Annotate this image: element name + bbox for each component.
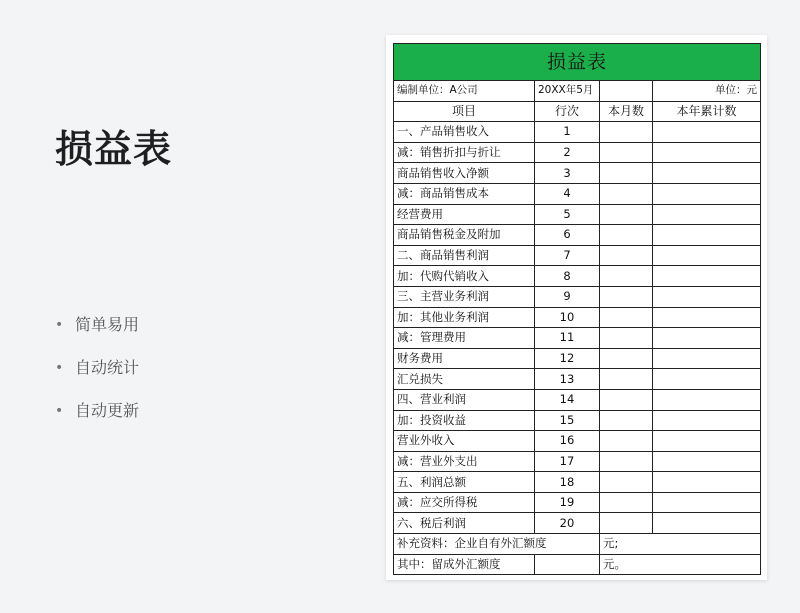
ytd-cell[interactable] bbox=[653, 410, 761, 431]
month-cell[interactable] bbox=[600, 472, 653, 493]
table-row bbox=[394, 513, 761, 534]
item-cell[interactable]: 一、产品销售收入 bbox=[394, 122, 535, 143]
line-cell[interactable]: 19 bbox=[535, 492, 600, 513]
feature-label: 简单易用 bbox=[75, 315, 140, 334]
line-cell[interactable]: 10 bbox=[535, 307, 600, 328]
item-cell[interactable]: 商品销售收入净额 bbox=[394, 163, 535, 184]
line-cell[interactable]: 11 bbox=[535, 328, 600, 349]
month-cell[interactable] bbox=[600, 431, 653, 452]
item-cell[interactable]: 营业外收入 bbox=[394, 431, 535, 452]
month-cell[interactable] bbox=[600, 204, 653, 225]
month-cell[interactable] bbox=[600, 245, 653, 266]
retained-empty[interactable] bbox=[535, 554, 600, 575]
line-cell[interactable]: 14 bbox=[535, 389, 600, 410]
month-cell[interactable] bbox=[600, 142, 653, 163]
ytd-cell[interactable] bbox=[653, 369, 761, 390]
month-cell[interactable] bbox=[600, 266, 653, 287]
sheet-banner[interactable]: 损益表 bbox=[394, 44, 761, 81]
income-statement-table bbox=[393, 43, 761, 575]
header-line[interactable]: 行次 bbox=[535, 101, 600, 122]
item-cell[interactable]: 汇兑损失 bbox=[394, 369, 535, 390]
item-cell[interactable]: 减：营业外支出 bbox=[394, 451, 535, 472]
item-cell[interactable]: 财务费用 bbox=[394, 348, 535, 369]
table-row bbox=[394, 328, 761, 349]
ytd-cell[interactable] bbox=[653, 163, 761, 184]
table-row bbox=[394, 307, 761, 328]
table-row bbox=[394, 245, 761, 266]
bullet-icon: • bbox=[55, 403, 64, 419]
table-row bbox=[394, 451, 761, 472]
retained-row bbox=[394, 554, 761, 575]
ytd-cell[interactable] bbox=[653, 225, 761, 246]
header-item[interactable]: 项目 bbox=[394, 101, 535, 122]
item-cell[interactable]: 四、营业利润 bbox=[394, 389, 535, 410]
month-cell[interactable] bbox=[600, 183, 653, 204]
line-cell[interactable]: 15 bbox=[535, 410, 600, 431]
line-cell[interactable]: 7 bbox=[535, 245, 600, 266]
ytd-cell[interactable] bbox=[653, 513, 761, 534]
month-cell[interactable] bbox=[600, 513, 653, 534]
month-cell[interactable] bbox=[600, 348, 653, 369]
ytd-cell[interactable] bbox=[653, 245, 761, 266]
table-row bbox=[394, 389, 761, 410]
month-cell[interactable] bbox=[600, 369, 653, 390]
month-cell[interactable] bbox=[600, 307, 653, 328]
page-title: 损益表 bbox=[55, 127, 173, 171]
line-cell[interactable]: 17 bbox=[535, 451, 600, 472]
feature-item bbox=[55, 314, 139, 357]
ytd-cell[interactable] bbox=[653, 307, 761, 328]
table-row bbox=[394, 410, 761, 431]
period-cell[interactable]: 20XX年5月 bbox=[535, 81, 600, 102]
item-cell[interactable]: 加：代购代销收入 bbox=[394, 266, 535, 287]
feature-item bbox=[55, 357, 139, 400]
item-cell[interactable]: 加：投资收益 bbox=[394, 410, 535, 431]
unit-cell[interactable]: 单位：元 bbox=[653, 81, 761, 102]
ytd-cell[interactable] bbox=[653, 389, 761, 410]
ytd-cell[interactable] bbox=[653, 328, 761, 349]
table-row bbox=[394, 266, 761, 287]
ytd-cell[interactable] bbox=[653, 431, 761, 452]
item-cell[interactable]: 经营费用 bbox=[394, 204, 535, 225]
month-cell[interactable] bbox=[600, 410, 653, 431]
ytd-cell[interactable] bbox=[653, 204, 761, 225]
table-row bbox=[394, 286, 761, 307]
line-cell[interactable]: 18 bbox=[535, 472, 600, 493]
ytd-cell[interactable] bbox=[653, 142, 761, 163]
ytd-cell[interactable] bbox=[653, 472, 761, 493]
line-cell[interactable]: 8 bbox=[535, 266, 600, 287]
month-cell[interactable] bbox=[600, 492, 653, 513]
item-cell[interactable]: 减：销售折扣与折让 bbox=[394, 142, 535, 163]
table-row bbox=[394, 204, 761, 225]
table-row bbox=[394, 142, 761, 163]
header-month[interactable]: 本月数 bbox=[600, 101, 653, 122]
ytd-cell[interactable] bbox=[653, 183, 761, 204]
item-cell[interactable]: 加：其他业务利润 bbox=[394, 307, 535, 328]
supplement-label[interactable]: 补充资料：企业自有外汇额度 bbox=[394, 534, 600, 555]
feature-list bbox=[55, 314, 139, 443]
item-cell[interactable]: 减：商品销售成本 bbox=[394, 183, 535, 204]
table-row bbox=[394, 492, 761, 513]
line-cell[interactable]: 12 bbox=[535, 348, 600, 369]
table-row bbox=[394, 183, 761, 204]
line-cell[interactable]: 1 bbox=[535, 122, 600, 143]
ytd-cell[interactable] bbox=[653, 266, 761, 287]
ytd-cell[interactable] bbox=[653, 122, 761, 143]
table-row bbox=[394, 122, 761, 143]
table-row bbox=[394, 225, 761, 246]
line-cell[interactable]: 9 bbox=[535, 286, 600, 307]
line-cell[interactable]: 5 bbox=[535, 204, 600, 225]
table-row bbox=[394, 348, 761, 369]
item-cell[interactable]: 六、税后利润 bbox=[394, 513, 535, 534]
month-cell[interactable] bbox=[600, 328, 653, 349]
ytd-cell[interactable] bbox=[653, 348, 761, 369]
supplement-row bbox=[394, 534, 761, 555]
ytd-cell[interactable] bbox=[653, 286, 761, 307]
line-cell[interactable]: 2 bbox=[535, 142, 600, 163]
month-cell[interactable] bbox=[600, 122, 653, 143]
month-cell[interactable] bbox=[600, 225, 653, 246]
item-cell[interactable]: 减：管理费用 bbox=[394, 328, 535, 349]
item-cell[interactable]: 减：应交所得税 bbox=[394, 492, 535, 513]
table-row bbox=[394, 472, 761, 493]
empty-cell[interactable] bbox=[600, 81, 653, 102]
table-row bbox=[394, 163, 761, 184]
unit-org-cell[interactable]: 编制单位：A公司 bbox=[394, 81, 535, 102]
spreadsheet-preview bbox=[386, 35, 767, 580]
month-cell[interactable] bbox=[600, 451, 653, 472]
item-cell[interactable]: 五、利润总额 bbox=[394, 472, 535, 493]
feature-label: 自动更新 bbox=[75, 401, 140, 420]
month-cell[interactable] bbox=[600, 286, 653, 307]
bullet-icon: • bbox=[55, 317, 64, 333]
line-cell[interactable]: 13 bbox=[535, 369, 600, 390]
line-cell[interactable]: 3 bbox=[535, 163, 600, 184]
feature-label: 自动统计 bbox=[75, 358, 140, 377]
line-cell[interactable]: 6 bbox=[535, 225, 600, 246]
header-ytd[interactable]: 本年累计数 bbox=[653, 101, 761, 122]
table-row bbox=[394, 431, 761, 452]
bullet-icon: • bbox=[55, 360, 64, 376]
line-cell[interactable]: 20 bbox=[535, 513, 600, 534]
table-row bbox=[394, 369, 761, 390]
month-cell[interactable] bbox=[600, 389, 653, 410]
feature-item bbox=[55, 400, 139, 443]
line-cell[interactable]: 4 bbox=[535, 183, 600, 204]
supplement-unit[interactable]: 元; bbox=[600, 534, 761, 555]
line-cell[interactable]: 16 bbox=[535, 431, 600, 452]
ytd-cell[interactable] bbox=[653, 492, 761, 513]
item-cell[interactable]: 二、商品销售利润 bbox=[394, 245, 535, 266]
item-cell[interactable]: 商品销售税金及附加 bbox=[394, 225, 535, 246]
retained-unit[interactable]: 元。 bbox=[600, 554, 761, 575]
ytd-cell[interactable] bbox=[653, 451, 761, 472]
retained-label[interactable]: 其中：留成外汇额度 bbox=[394, 554, 535, 575]
header-row bbox=[394, 101, 761, 122]
item-cell[interactable]: 三、主营业务利润 bbox=[394, 286, 535, 307]
month-cell[interactable] bbox=[600, 163, 653, 184]
